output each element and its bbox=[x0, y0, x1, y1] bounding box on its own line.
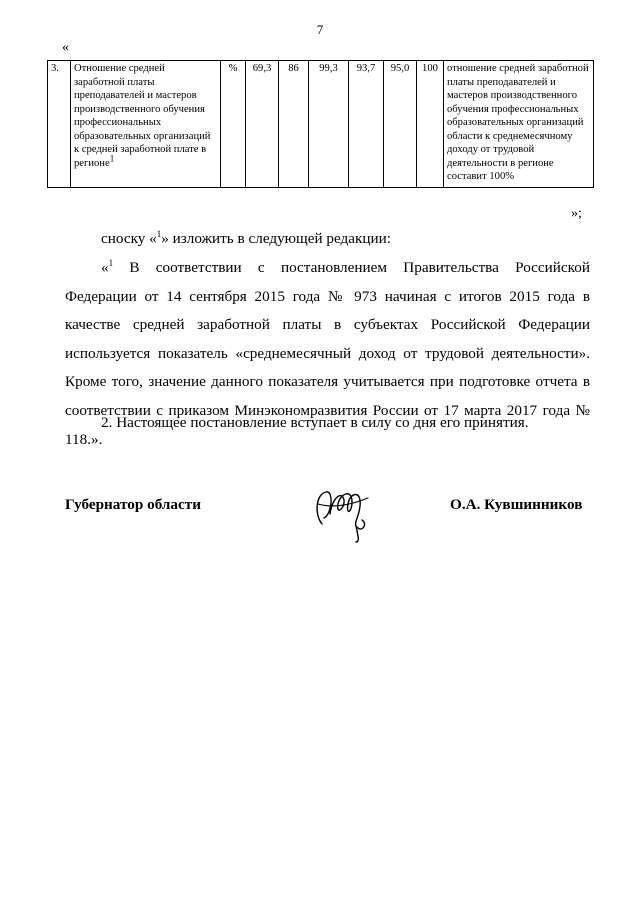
indicator-name: Отношение средней заработной платы преподавателей и мастеров производственного обучения профессиональных образовательных организаций к средней заработной плате в регионе bbox=[74, 63, 211, 169]
footnote-intro bbox=[65, 229, 590, 249]
footnote-mark: 1 bbox=[108, 257, 114, 268]
result-cell: отношение средней заработной платы преподавателей и мастеров производственного обучения профессиональных образовательных организаций области к среднемесячному доходу от трудовой деятельности в регионе составит 100% bbox=[444, 61, 594, 188]
unit-cell: % bbox=[221, 61, 246, 188]
footnote-intro-mark: 1 bbox=[156, 228, 162, 239]
indicator-name-cell bbox=[71, 61, 221, 188]
row-index: 3. bbox=[48, 61, 71, 188]
signatory-position: Губернатор области bbox=[65, 496, 201, 513]
table-open-quote: « bbox=[62, 40, 69, 55]
indicators-table bbox=[47, 60, 594, 188]
closing-paragraph: 2. Настоящее постановление вступает в силу со дня его принятия. bbox=[101, 414, 529, 431]
indicator-footnote-mark: 1 bbox=[109, 152, 115, 163]
footnote-body: В соответствии с постановлением Правительства Российской Федерации от 14 сентября 2015 года № 973 начиная с итогов 2015 года в качестве средней заработной платы в субъектах Российской Федерации используется показатель «среднемесячный доход от трудовой деятельности». Кроме того, значение данного показателя учитывается при подготовке отчета в соответствии с приказом Минэкономразвития России от 17 марта 2017 года № 118.». bbox=[65, 259, 590, 448]
table-close-quote: »; bbox=[571, 206, 582, 221]
value-cell: 69,3 bbox=[246, 61, 279, 188]
value-cell: 99,3 bbox=[309, 61, 349, 188]
page-number: 7 bbox=[316, 22, 324, 37]
handwritten-signature bbox=[312, 484, 384, 544]
table-row bbox=[48, 61, 594, 188]
signatory-name: О.А. Кувшинников bbox=[450, 496, 583, 513]
footnote-intro-after: » изложить в следующей редакции: bbox=[161, 230, 391, 247]
value-cell: 95,0 bbox=[384, 61, 417, 188]
value-cell: 86 bbox=[279, 61, 309, 188]
value-cell: 93,7 bbox=[349, 61, 384, 188]
footnote-intro-before: сноску « bbox=[101, 230, 157, 247]
value-cell: 100 bbox=[417, 61, 444, 188]
footnote-open-quote: « bbox=[101, 259, 109, 276]
